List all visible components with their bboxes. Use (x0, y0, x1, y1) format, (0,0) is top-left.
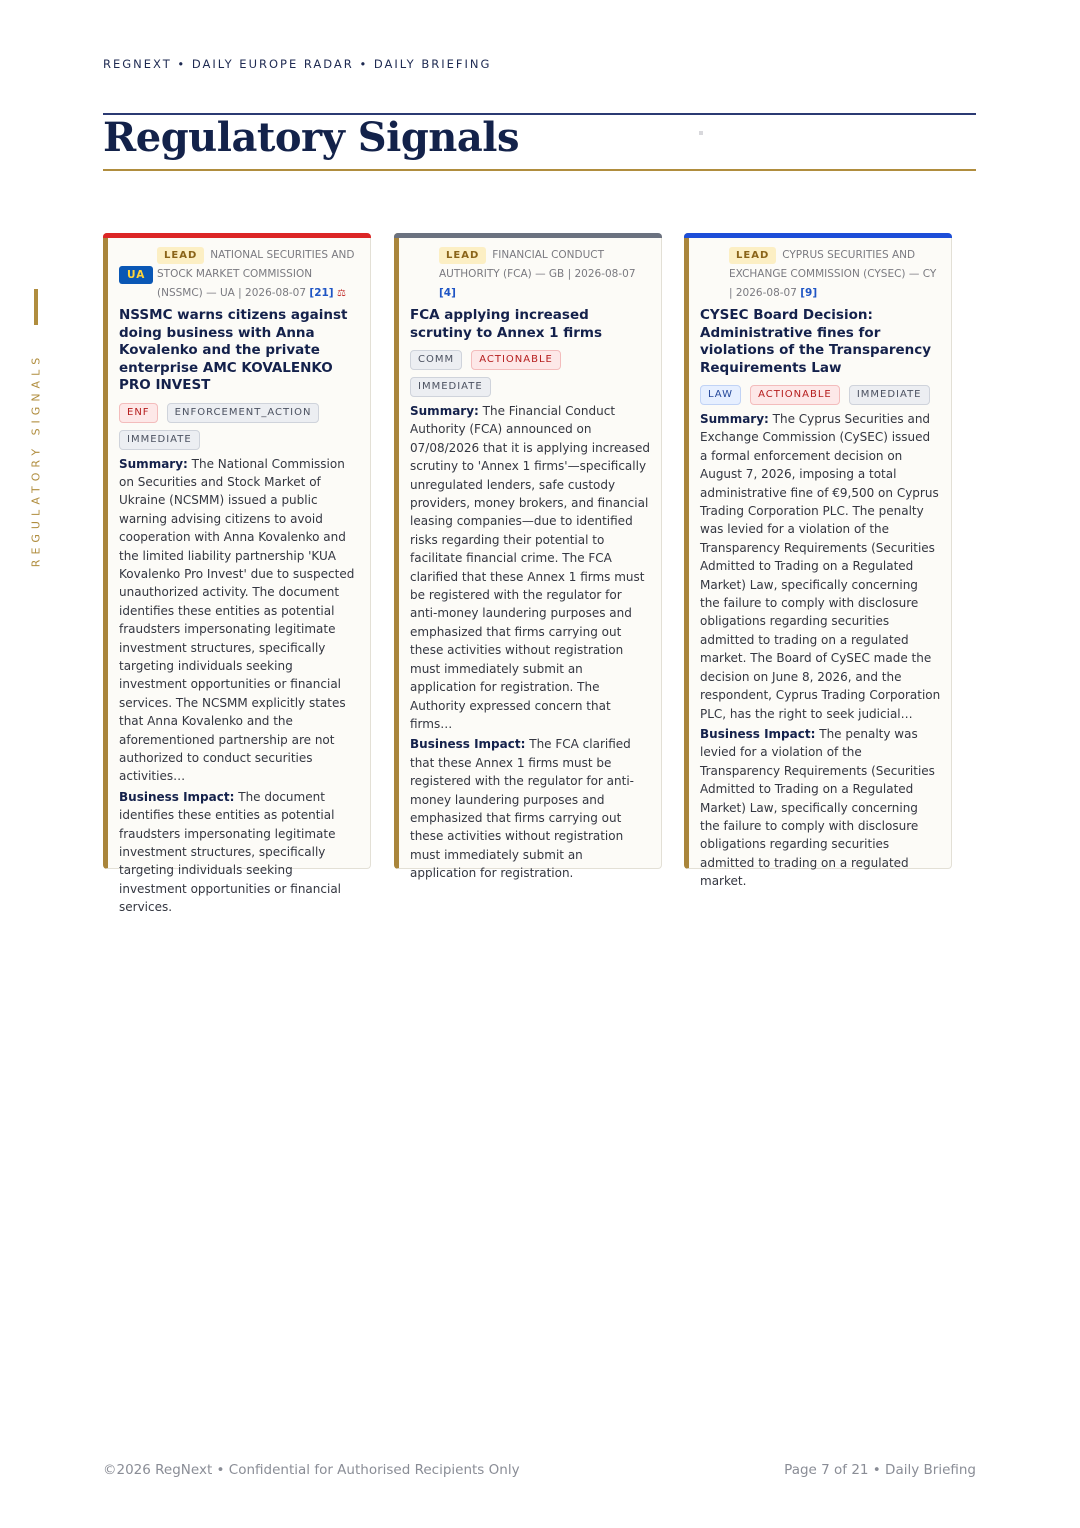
card-body (119, 455, 360, 917)
country-flag-badge: UA (119, 266, 153, 284)
signal-card-cysec[interactable] (684, 233, 952, 889)
tag-actionable: ACTIONABLE (471, 350, 561, 370)
card-tags (119, 400, 360, 454)
impact-text: The document identifies these entities as potential fraudsters impersonating legitimate investment structures, specifically targeting individuals seeking investment opportunities or financial services. (119, 789, 341, 915)
card-title[interactable]: CYSEC Board Decision: Administrative fines for violations of the Transparency Requirements Law (700, 307, 932, 376)
card-source: CYPRUS SECURITIES AND EXCHANGE COMMISSION (CYSEC) — CY | 2026-08-07 (729, 249, 937, 299)
impact-label: Business Impact: (410, 737, 526, 752)
reference-link[interactable]: [9] (800, 287, 818, 299)
reference-link[interactable]: [4] (439, 287, 456, 299)
summary-text: The Cyprus Securities and Exchange Commission (CySEC) issued a formal enforcement decision on August 7, 2026, imposing a total administrative fine of €9,500 on Cyprus Trading Corporation PLC. The penalty was levied for a violation of the Transparency Requirements (Securities Admitted to Trading on a Regulated Market) Law, specifically concerning the failure to comply with disclosure obligations regarding securities admitted to trading on a regulated market. The Board of CySEC made the decision on June 8, 2026, and the respondent, Cyprus Trading Corporation PLC, has the right to seek judicial… (700, 412, 941, 721)
card-source: FINANCIAL CONDUCT AUTHORITY (FCA) — GB | 2026-08-07 (439, 249, 636, 280)
summary-text: The Financial Conduct Authority (FCA) announced on 07/08/2026 that it is applying increased scrutiny to 'Annex 1 firms'—specifically unregulated lenders, safe custody providers, money brokers, and financial leasing companies—due to identified risks regarding their potential to facilitate financial crime. The FCA clarified that these Annex 1 firms must be registered with the regulator for anti-money laundering purposes and emphasized that firms carrying out these activities without registration must immediately submit an application for registration. The Authority expressed concern that firms… (410, 404, 651, 731)
card-tags (700, 382, 941, 409)
header-rule-bottom (103, 169, 976, 171)
lead-badge: LEAD (439, 247, 486, 264)
card-meta (119, 246, 360, 303)
impact-label: Business Impact: (700, 726, 816, 741)
footer-copyright: ©2026 RegNext • Confidential for Authorised Recipients Only (103, 1462, 520, 1478)
page-title: Regulatory Signals (103, 114, 520, 161)
lead-badge: LEAD (157, 247, 204, 264)
tag-immediate: IMMEDIATE (119, 430, 200, 450)
impact-text: The FCA clarified that these Annex 1 firms must be registered with the regulator for anti-money laundering purposes and emphasized that firms carrying out these activities without registration must immediately submit an application for registration. (410, 737, 635, 881)
signal-card-fca[interactable] (394, 233, 662, 881)
tag-enforcement-action: ENFORCEMENT_ACTION (167, 403, 320, 423)
summary-label: Summary: (700, 412, 769, 426)
tag-actionable: ACTIONABLE (750, 385, 840, 405)
card-source: NATIONAL SECURITIES AND STOCK MARKET COMMISSION (NSSMC) — UA | 2026-08-07 (157, 249, 355, 299)
impact-text: The penalty was levied for a violation of the Transparency Requirements (Securities Admitted to Trading on a Regulated Market) Law, specifically concerning the failure to comply with disclosure obligations regarding securities admitted to trading on a regulated market. (700, 726, 935, 889)
card-title[interactable]: NSSMC warns citizens against doing business with Anna Kovalenko and the private enterprise AMC KOVALENKO PRO INVEST (119, 307, 348, 393)
lead-badge: LEAD (729, 247, 776, 264)
card-meta (700, 246, 941, 303)
card-tags (410, 347, 651, 401)
footer-page-number: Page 7 of 21 • Daily Briefing (784, 1462, 976, 1478)
sidebar-accent-bar (34, 289, 38, 325)
card-accent-bar (103, 233, 371, 238)
summary-label: Summary: (119, 456, 188, 471)
sidebar-label: REGULATORY SIGNALS (29, 352, 43, 568)
scales-icon: ⚖ (336, 288, 346, 299)
summary-label: Summary: (410, 404, 479, 418)
card-body (410, 402, 651, 883)
card-accent-bar (394, 233, 662, 238)
card-body (700, 410, 941, 891)
card-accent-bar (684, 233, 952, 238)
header-kicker: REGNEXT • DAILY EUROPE RADAR • DAILY BRIEFING (103, 57, 492, 71)
signal-card-nssmc[interactable] (103, 233, 371, 915)
summary-text: The National Commission on Securities and Stock Market of Ukraine (NCSMM) issued a public warning advising citizens to avoid cooperation with Anna Kovalenko and the limited liability partnership 'KUA Kovalenko Pro Invest' due to suspected unauthorized activity. The document identifies these entities as potential fraudsters impersonating legitimate investment structures, specifically targeting individuals seeking investment opportunities or financial services. The NCSMM explicitly states that Anna Kovalenko and the aforementioned partnership are not authorized to conduct securities activities… (119, 456, 355, 784)
title-dot (699, 131, 703, 135)
tag-immediate: IMMEDIATE (410, 377, 491, 397)
tag-law: LAW (700, 385, 741, 405)
impact-label: Business Impact: (119, 789, 235, 804)
reference-link[interactable]: [21] (309, 287, 334, 299)
tag-immediate: IMMEDIATE (849, 385, 930, 405)
card-title[interactable]: FCA applying increased scrutiny to Annex 1 firms (410, 307, 603, 341)
tag-enf: ENF (119, 403, 158, 423)
tag-comm: COMM (410, 350, 462, 370)
card-meta (410, 246, 651, 303)
